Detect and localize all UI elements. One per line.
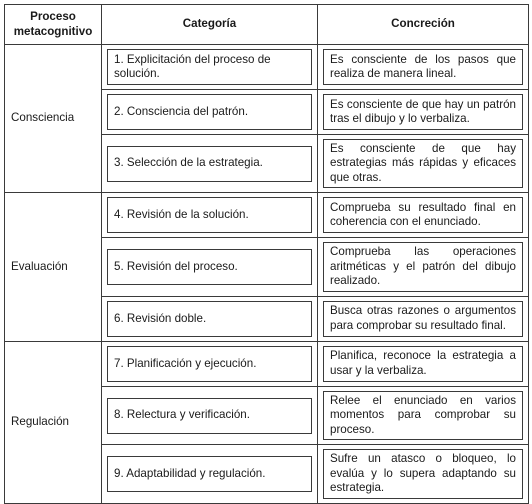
- process-cell: Consciencia: [5, 45, 102, 193]
- category-text: 7. Planificación y ejecución.: [114, 356, 257, 370]
- concretion-cell: [318, 296, 529, 341]
- header-process: Proceso metacognitivo: [5, 5, 102, 45]
- category-text: 6. Revisión doble.: [114, 311, 207, 325]
- category-box: [107, 346, 312, 382]
- concretion-cell: [318, 238, 529, 296]
- category-box: [107, 49, 312, 85]
- category-box: [107, 398, 312, 434]
- category-cell: [102, 296, 318, 341]
- concretion-box: [323, 242, 523, 291]
- category-box: [107, 249, 312, 285]
- category-text: 5. Revisión del proceso.: [114, 259, 238, 273]
- category-box: [107, 94, 312, 130]
- concretion-cell: [318, 341, 529, 386]
- category-cell: [102, 341, 318, 386]
- category-cell: [102, 90, 318, 135]
- concretion-box: [323, 391, 523, 440]
- category-cell: [102, 193, 318, 238]
- concretion-box: [323, 301, 523, 337]
- concretion-text: Comprueba su resultado final en coherencia con el enunciado.: [330, 200, 516, 229]
- concretion-text: Busca otras razones o argumentos para comprobar su resultado final.: [330, 304, 516, 332]
- category-text: 8. Relectura y verificación.: [114, 408, 250, 422]
- concretion-text: Es consciente de que hay un patrón tras el dibujo y lo verbaliza.: [330, 97, 516, 125]
- process-cell: Regulación: [5, 341, 102, 503]
- concretion-text: Sufre un atasco o bloqueo, lo evalúa y lo supera adaptando su estrategia.: [330, 452, 516, 495]
- category-text: 1. Explicitación del proceso de solución.: [114, 52, 271, 80]
- category-box: [107, 456, 312, 492]
- table-body: [5, 45, 529, 504]
- concretion-box: [323, 139, 523, 188]
- concretion-text: Comprueba las operaciones aritméticas y el patrón del dibujo realizado.: [330, 245, 516, 288]
- metacognition-table-container: [4, 4, 528, 495]
- category-cell: [102, 386, 318, 444]
- table-row: [5, 341, 529, 386]
- concretion-cell: [318, 193, 529, 238]
- table-row: [5, 45, 529, 90]
- concretion-text: Es consciente de los pasos que realiza de manera lineal.: [330, 52, 516, 80]
- concretion-cell: [318, 135, 529, 193]
- category-box: [107, 197, 312, 233]
- metacognition-table: [4, 4, 529, 504]
- concretion-cell: [318, 445, 529, 503]
- concretion-box: [323, 346, 523, 382]
- process-cell: Evaluación: [5, 193, 102, 341]
- concretion-cell: [318, 386, 529, 444]
- category-cell: [102, 445, 318, 503]
- category-cell: [102, 45, 318, 90]
- category-box: [107, 146, 312, 182]
- category-text: 3. Selección de la estrategia.: [114, 156, 263, 170]
- concretion-text: Relee el enunciado en varios momentos para comprobar su proceso.: [330, 393, 516, 436]
- concretion-box: [323, 197, 523, 233]
- concretion-cell: [318, 45, 529, 90]
- category-cell: [102, 135, 318, 193]
- table-row: [5, 193, 529, 238]
- table-header-row: [5, 5, 529, 45]
- concretion-box: [323, 49, 523, 85]
- concretion-box: [323, 449, 523, 498]
- category-cell: [102, 238, 318, 296]
- header-concretion: Concreción: [318, 5, 529, 45]
- concretion-cell: [318, 90, 529, 135]
- category-box: [107, 301, 312, 337]
- category-text: 4. Revisión de la solución.: [114, 208, 249, 222]
- category-text: 9. Adaptabilidad y regulación.: [114, 466, 266, 480]
- header-category: Categoría: [102, 5, 318, 45]
- category-text: 2. Consciencia del patrón.: [114, 104, 249, 118]
- concretion-text: Planifica, reconoce la estrategia a usar y la verbaliza.: [330, 349, 516, 377]
- concretion-text: Es consciente de que hay estrategias más rápidas y eficaces que otras.: [330, 142, 516, 184]
- concretion-box: [323, 94, 523, 130]
